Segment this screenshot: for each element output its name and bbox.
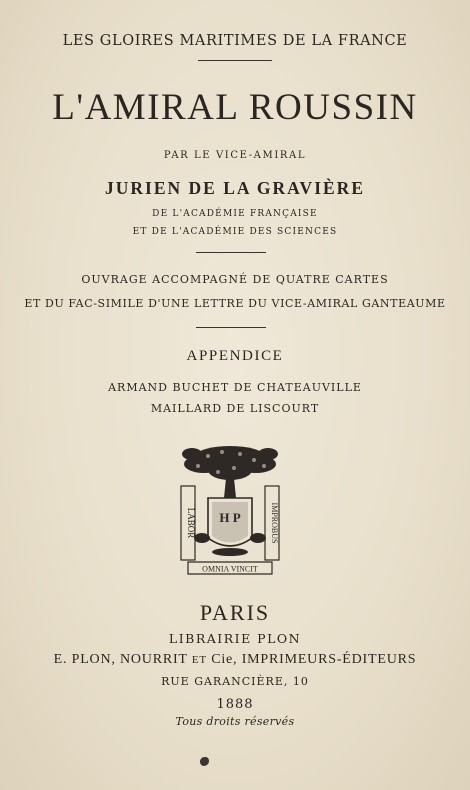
ink-speck <box>200 757 209 766</box>
divider-rule <box>196 252 266 253</box>
appendix-heading: APPENDICE <box>186 348 284 364</box>
printers-line <box>0 652 470 668</box>
author-name: JURIEN DE LA GRAVIÈRE <box>105 178 365 198</box>
appendix-entry: MAILLARD DE LISCOURT <box>150 402 320 415</box>
printers-role: IMPRIMEURS-ÉDITEURS <box>241 652 417 667</box>
rights-notice: Tous droits réservés <box>175 715 295 728</box>
series-title: LES GLOIRES MARITIMES DE LA FRANCE <box>62 33 408 49</box>
academy-line-2: ET DE L'ACADÉMIE DES SCIENCES <box>132 227 338 237</box>
printers-mark-emblem <box>178 442 282 578</box>
work-description-line-2: ET DU FAC-SIMILE D'UNE LETTRE DU VICE-AMIRAL GANTEAUME <box>24 297 446 310</box>
work-description-line-1: OUVRAGE ACCOMPAGNÉ DE QUATRE CARTES <box>81 273 389 286</box>
printers-mark-motto-right: IMPROBUS <box>270 502 279 544</box>
publisher-name: LIBRAIRIE PLON <box>168 631 302 646</box>
by-line: PAR LE VICE-AMIRAL <box>163 150 307 161</box>
printers-name: E. PLON, NOURRIT <box>53 652 188 667</box>
academy-line-1: DE L'ACADÉMIE FRANÇAISE <box>152 209 318 219</box>
printers-mark-monogram: H P <box>219 510 241 525</box>
book-title: L'AMIRAL ROUSSIN <box>52 87 418 128</box>
publisher-address: RUE GARANCIÈRE, 10 <box>161 675 309 688</box>
imprint-city: PARIS <box>199 600 271 625</box>
printers-cie: Cie, <box>211 652 238 667</box>
publication-year: 1888 <box>216 697 254 712</box>
printers-mark-motto-bottom: OMNIA VINCIT <box>202 564 258 574</box>
divider-rule <box>198 60 272 61</box>
appendix-entry: ARMAND BUCHET DE CHATEAUVILLE <box>108 381 362 394</box>
divider-rule <box>196 327 266 328</box>
printers-mark-motto-left: LABOR <box>186 507 196 539</box>
printers-et: ET <box>191 654 207 666</box>
